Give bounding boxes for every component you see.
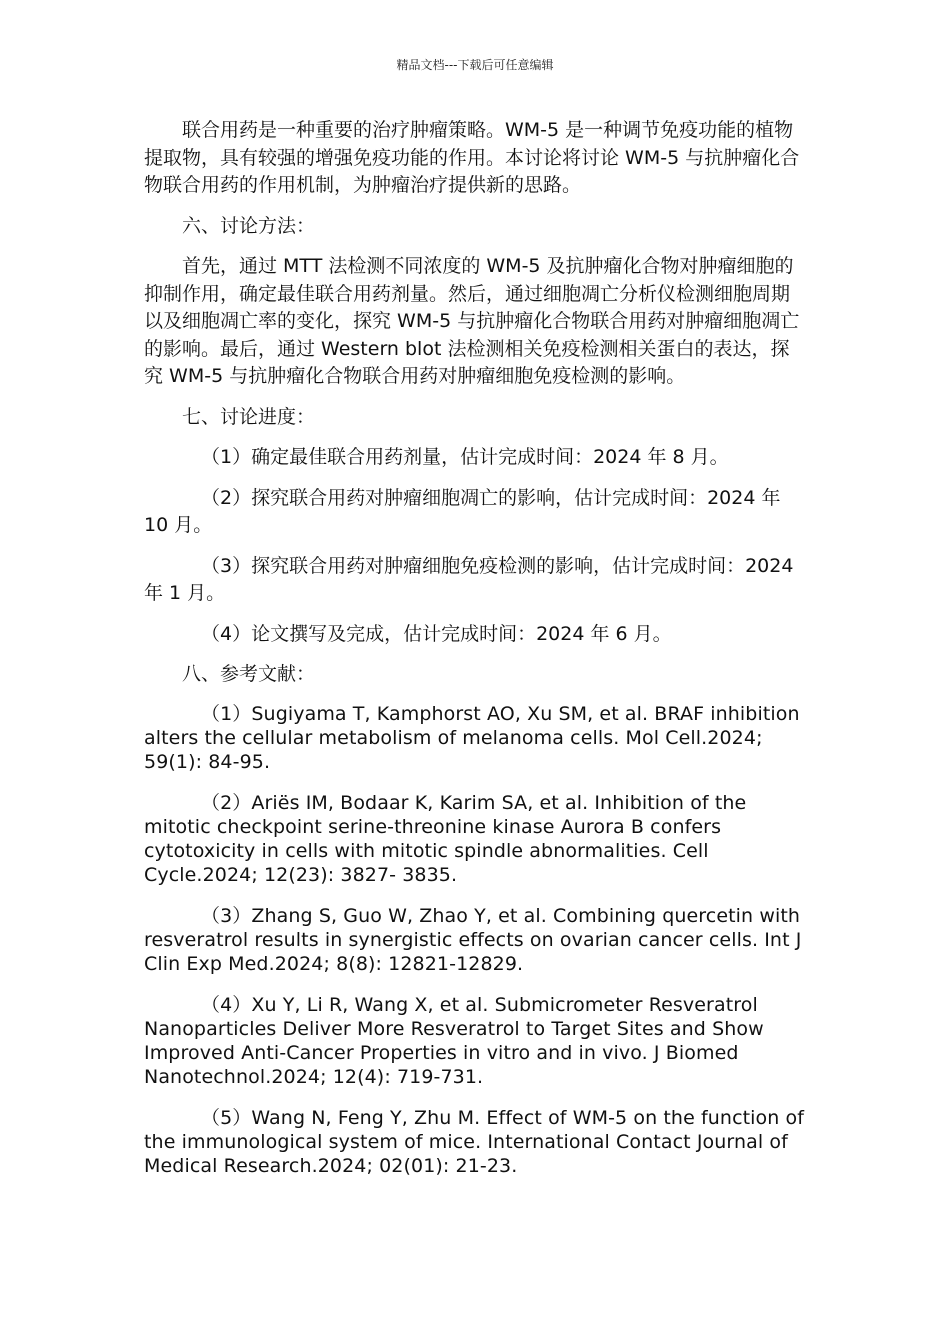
progress-item: （4）论文撰写及完成，估计完成时间：2024 年 6 月。 — [201, 622, 672, 645]
section-8-heading: 八、参考文献： — [182, 663, 316, 685]
reference-item: （1）Sugiyama T, Kamphorst AO, Xu SM, et al. BRAF inhibition alters the cellular metabolism of melanoma cells. Mol Cell.2024; 59(1): 84-95. — [144, 702, 800, 773]
section-6-paragraph: 首先，通过 MTT 法检测不同浓度的 WM-5 及抗肿瘤化合物对肿瘤细胞的抑制作用，确定最佳联合用药剂量。然后，通过细胞凋亡分析仪检测细胞周期以及细胞凋亡率的变化，探究 WM-5 与抗肿瘤化合物联合用药对肿瘤细胞凋亡的影响。最后，通过 Western blot 法检测相关免疫检测相关蛋白的表达，探究 WM-5 与抗肿瘤化合物联合用药对肿瘤细胞免疫检测的影响。 — [144, 255, 800, 387]
reference-item: （3）Zhang S, Guo W, Zhao Y, et al. Combining quercetin with resveratrol results in synergistic effects on ovarian cancer cells. Int J Clin Exp Med.2024; 8(8): 12821-12829. — [144, 904, 802, 975]
progress-item: （1）确定最佳联合用药剂量，估计完成时间：2024 年 8 月。 — [201, 446, 729, 468]
section-6-heading: 六、讨论方法： — [182, 214, 316, 237]
reference-item: （2）Ariës IM, Bodaar K, Karim SA, et al. Inhibition of the mitotic checkpoint serine-threonine kinase Aurora B confers cytotoxicity in cells with mitotic spindle abnormalities. Cell Cycle.2024; 12(23): 3827- 3835. — [144, 791, 747, 886]
page-header-watermark: 精品文档---下载后可任意编辑 — [396, 58, 554, 72]
reference-item: （5）Wang N, Feng Y, Zhu M. Effect of WM-5 on the function of the immunological system of mice. International Contact Journal of Medical Research.2024; 02(01): 21-23. — [144, 1106, 805, 1177]
progress-item: （3）探究联合用药对肿瘤细胞免疫检测的影响，估计完成时间：2024 年 1 月。 — [144, 554, 794, 604]
intro-paragraph: 联合用药是一种重要的治疗肿瘤策略。WM-5 是一种调节免疫功能的植物提取物，具有较强的增强免疫功能的作用。本讨论将讨论 WM-5 与抗肿瘤化合物联合用药的作用机制，为肿瘤治疗提供新的思路。 — [144, 119, 800, 196]
progress-item: （2）探究联合用药对肿瘤细胞凋亡的影响，估计完成时间：2024 年 10 月。 — [144, 486, 781, 536]
document-body — [144, 117, 808, 1195]
section-7-heading: 七、讨论进度： — [182, 405, 316, 428]
reference-item: （4）Xu Y, Li R, Wang X, et al. Submicrometer Resveratrol Nanoparticles Deliver More Resveratrol to Target Sites and Show Improved Anti-Cancer Properties in vitro and in vivo. J Biomed Nanotechnol.2024; 12(4): 719-731. — [144, 993, 764, 1088]
